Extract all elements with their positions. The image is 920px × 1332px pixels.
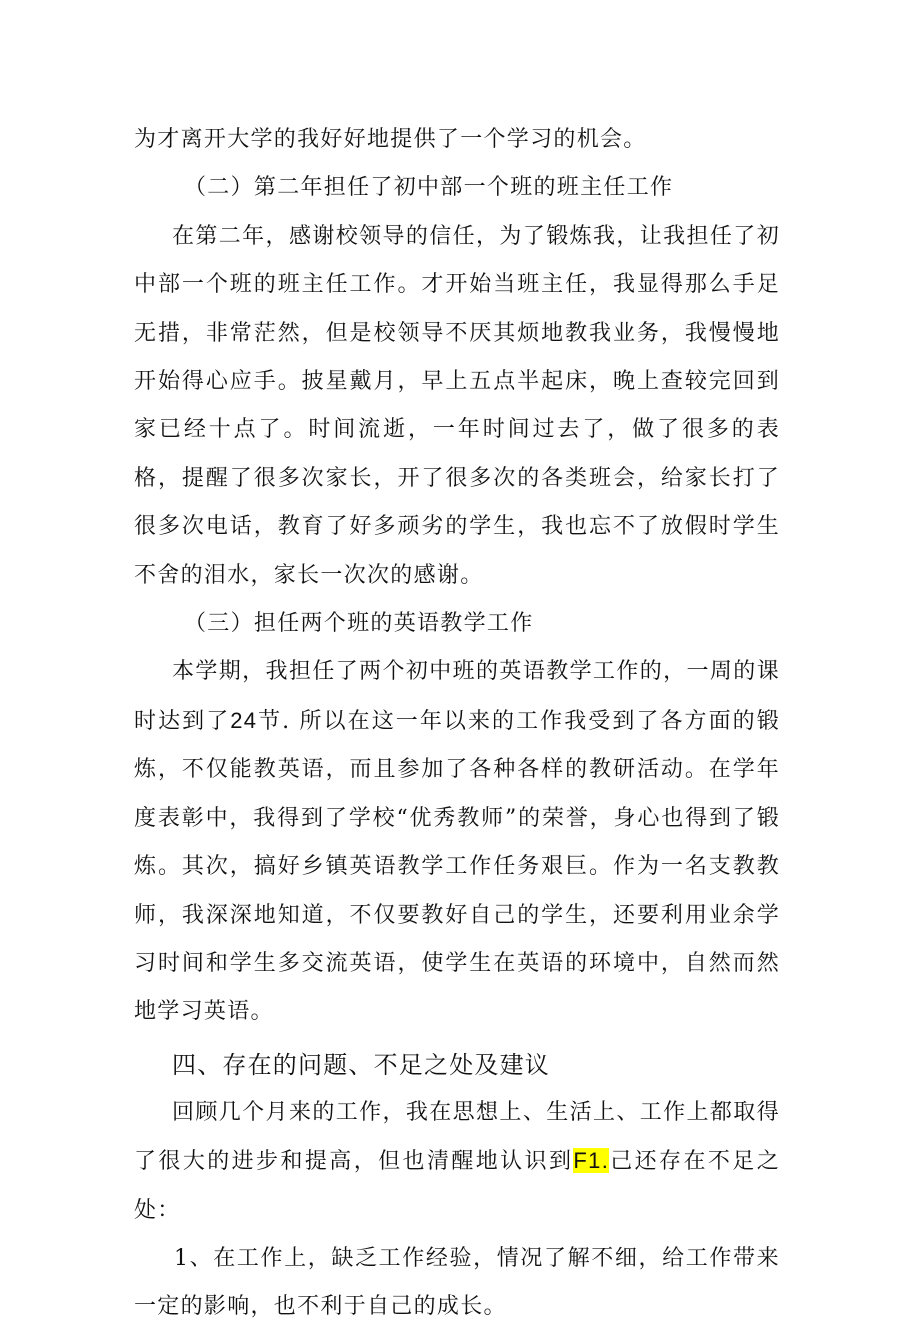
paragraph-shortcoming-1: 1、在工作上，缺乏工作经验，情况了解不细，给工作带来一定的影响，也不利于自己的成长。: [134, 1245, 780, 1320]
section-heading-problems: 四、存在的问题、不足之处及建议: [172, 1050, 550, 1079]
highlighted-text: F1.: [573, 1148, 610, 1174]
paragraph-review: [134, 1089, 780, 1235]
subheading-second-year: （二）第二年担任了初中部一个班的班主任工作: [184, 175, 674, 201]
subheading-english-teaching: （三）担任两个班的英语教学工作: [184, 611, 534, 637]
paragraph-english-teaching: [134, 648, 780, 1036]
paragraph-english-teaching-part-a: 本学期，我担任了两个初中班的英语教学工作的，一周的课时达到了: [134, 659, 780, 734]
paragraph-review-part-b: 己还存在不足之处：: [134, 1149, 780, 1223]
lesson-count: 24: [230, 707, 258, 733]
paragraph-continuation: 为才离开大学的我好好地提供了一个学习的机会。: [134, 127, 647, 152]
paragraph-english-teaching-part-b: 节. 所以在这一年以来的工作我受到了各方面的锻炼，不仅能教英语，而且参加了各种各样的教研活动。在学年度表彰中，我得到了学校“优秀教师”的荣誉，身心也得到了锻炼。其次，搞好乡镇英语教学工作任务艰巨。作为一名支教教师，我深深地知道，不仅要教好自己的学生，还要利用业余学习时间和学生多交流英语，使学生在英语的环境中，自然而然地学习英语。: [134, 708, 781, 1025]
paragraph-class-teacher: 在第二年，感谢校领导的信任，为了锻炼我，让我担任了初中部一个班的班主任工作。才开始当班主任，我显得那么手足无措，非常茫然，但是校领导不厌其烦地教我业务，我慢慢地开始得心应手。披星戴月，早上五点半起床，晚上查较完回到家已经十点了。时间流逝，一年时间过去了，做了很多的表格，提醒了很多次家长，开了很多次的各类班会，给家长打了很多次电话，教育了好多顽劣的学生，我也忘不了放假时学生不舍的泪水，家长一次次的感谢。: [134, 223, 780, 588]
paragraph-review-part-a: 回顾几个月来的工作，我在思想上、生活上、工作上都取得了很大的进步和提高，但也清醒地认识到: [134, 1099, 780, 1175]
